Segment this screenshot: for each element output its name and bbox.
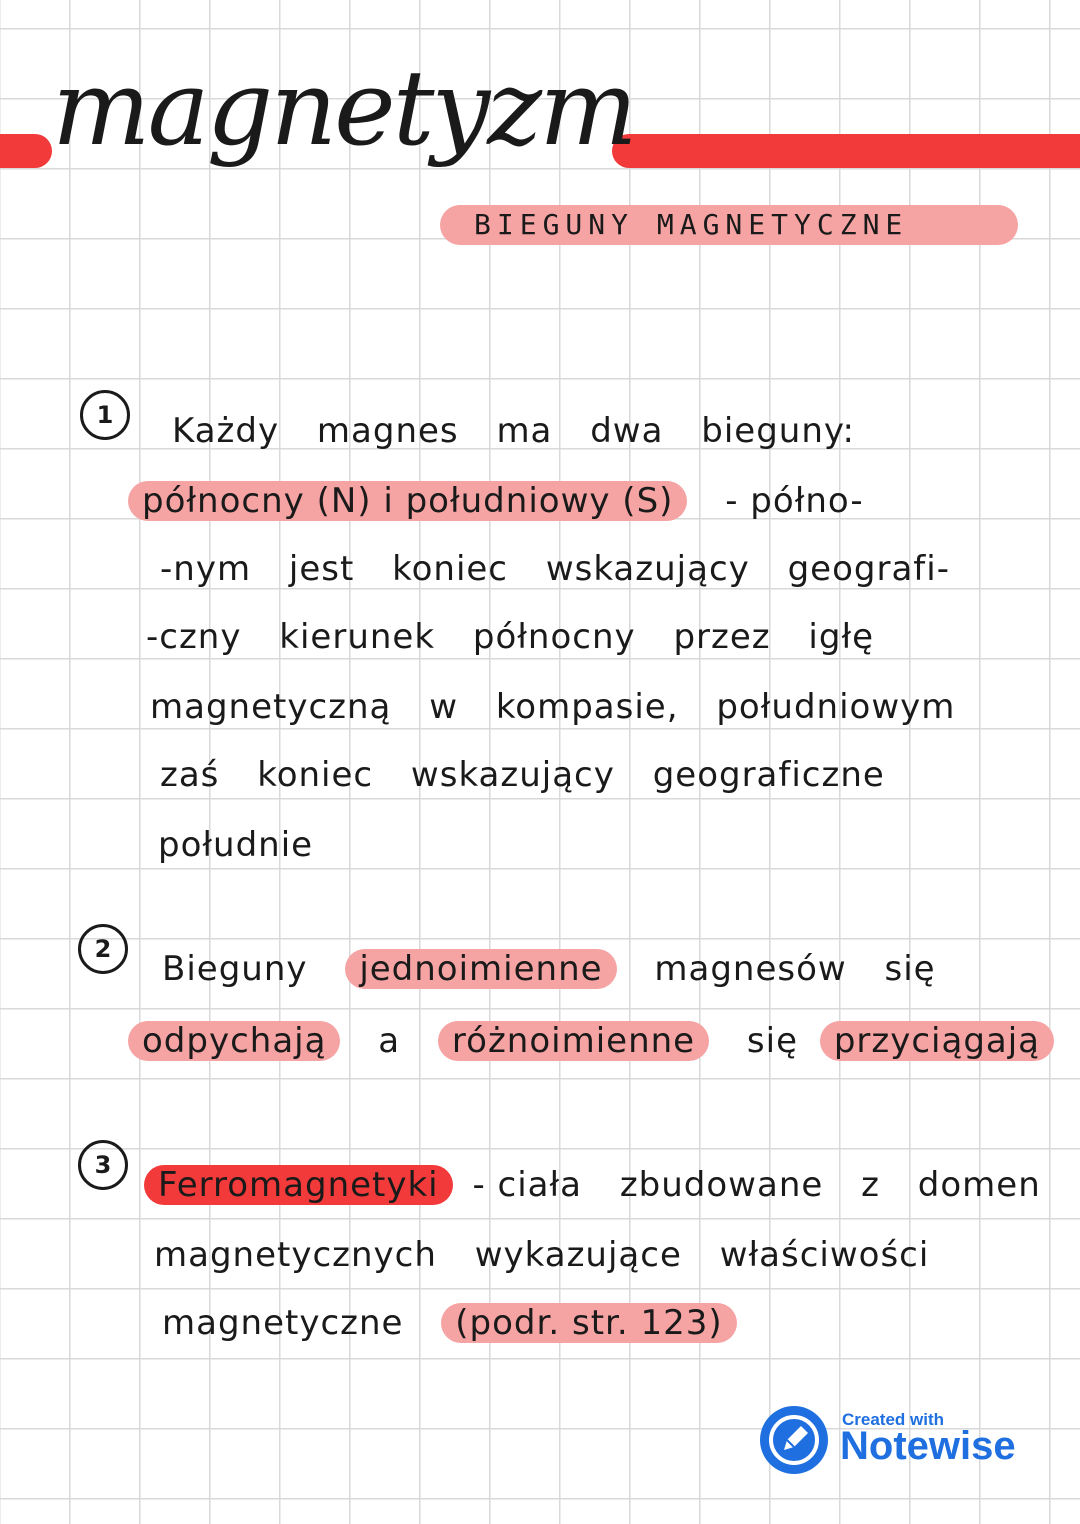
word: Bieguny <box>162 949 308 989</box>
word: się <box>884 949 936 989</box>
badge-caption: Created with <box>842 1410 945 1429</box>
highlight-ferromagnets: Ferromagnetyki <box>144 1165 453 1205</box>
highlight-reference: (podr. str. 123) <box>441 1303 736 1343</box>
word: kompasie, <box>495 687 679 727</box>
word: igłę <box>808 617 875 657</box>
section-1-marker: 1 <box>80 390 130 440</box>
word: koniec <box>257 755 374 795</box>
notewise-logo <box>760 1406 828 1474</box>
word: dwa <box>590 411 664 451</box>
word: - ciała <box>472 1165 582 1205</box>
word: domen <box>917 1165 1041 1205</box>
word: przez <box>673 617 771 657</box>
word: południowym <box>716 687 956 727</box>
section-1-line-1 <box>172 408 881 454</box>
word: geograficzne <box>652 755 885 795</box>
page-title: magnetyzm <box>52 47 635 169</box>
word: zaś <box>160 755 220 795</box>
word: wskazujący <box>545 549 750 589</box>
section-1-line-6 <box>160 752 911 798</box>
word: wskazujący <box>410 755 615 795</box>
word: wykazujące <box>474 1235 682 1275</box>
word: a <box>378 1021 401 1061</box>
section-3-line-3 <box>162 1300 737 1346</box>
section-2-line-1 <box>162 946 962 992</box>
section-1-line-7 <box>158 822 339 868</box>
badge-brand: Notewise <box>840 1424 1016 1468</box>
word: magnesów <box>654 949 847 989</box>
word: -czny <box>146 617 242 657</box>
word: magnetycznych <box>154 1235 437 1275</box>
word: magnes <box>316 411 459 451</box>
word: bieguny: <box>701 411 855 451</box>
section-2-line-2 <box>128 1018 1054 1064</box>
title-underline-right <box>612 134 1080 168</box>
section-3-marker: 3 <box>78 1140 128 1190</box>
word: zbudowane <box>619 1165 824 1205</box>
section-1-line-2 <box>128 478 864 524</box>
word: w <box>429 687 459 727</box>
word: południe <box>158 825 314 865</box>
word: kierunek <box>279 617 436 657</box>
word: koniec <box>392 549 508 589</box>
word: magnetyczną <box>150 687 392 727</box>
word: właściwości <box>719 1235 930 1275</box>
subtitle: BIEGUNY MAGNETYCZNE <box>474 208 909 241</box>
word: -nym <box>160 549 252 589</box>
pen-icon <box>760 1406 828 1474</box>
word: się <box>746 1021 798 1061</box>
word: magnetyczne <box>162 1303 404 1343</box>
section-3-line-2 <box>154 1232 955 1278</box>
section-2-marker: 2 <box>78 924 128 974</box>
highlight-like-poles: jednoimienne <box>345 949 616 989</box>
highlight-repel: odpychają <box>128 1021 340 1061</box>
word: geografi- <box>787 549 950 589</box>
highlight-attract: przyciągają <box>820 1021 1054 1061</box>
section-1-line-3 <box>160 546 976 592</box>
word: - półno- <box>725 481 864 521</box>
word: ma <box>496 411 553 451</box>
word: północny <box>472 617 636 657</box>
section-3-line-1 <box>144 1162 1067 1208</box>
section-1-line-5 <box>150 684 981 730</box>
highlight-unlike-poles: różnoimienne <box>438 1021 709 1061</box>
highlight-poles: północny (N) i południowy (S) <box>128 481 687 521</box>
title-underline-left <box>0 134 52 168</box>
word: z <box>861 1165 880 1205</box>
word: jest <box>288 549 355 589</box>
section-1-line-4 <box>146 614 900 660</box>
word: Każdy <box>172 411 280 451</box>
